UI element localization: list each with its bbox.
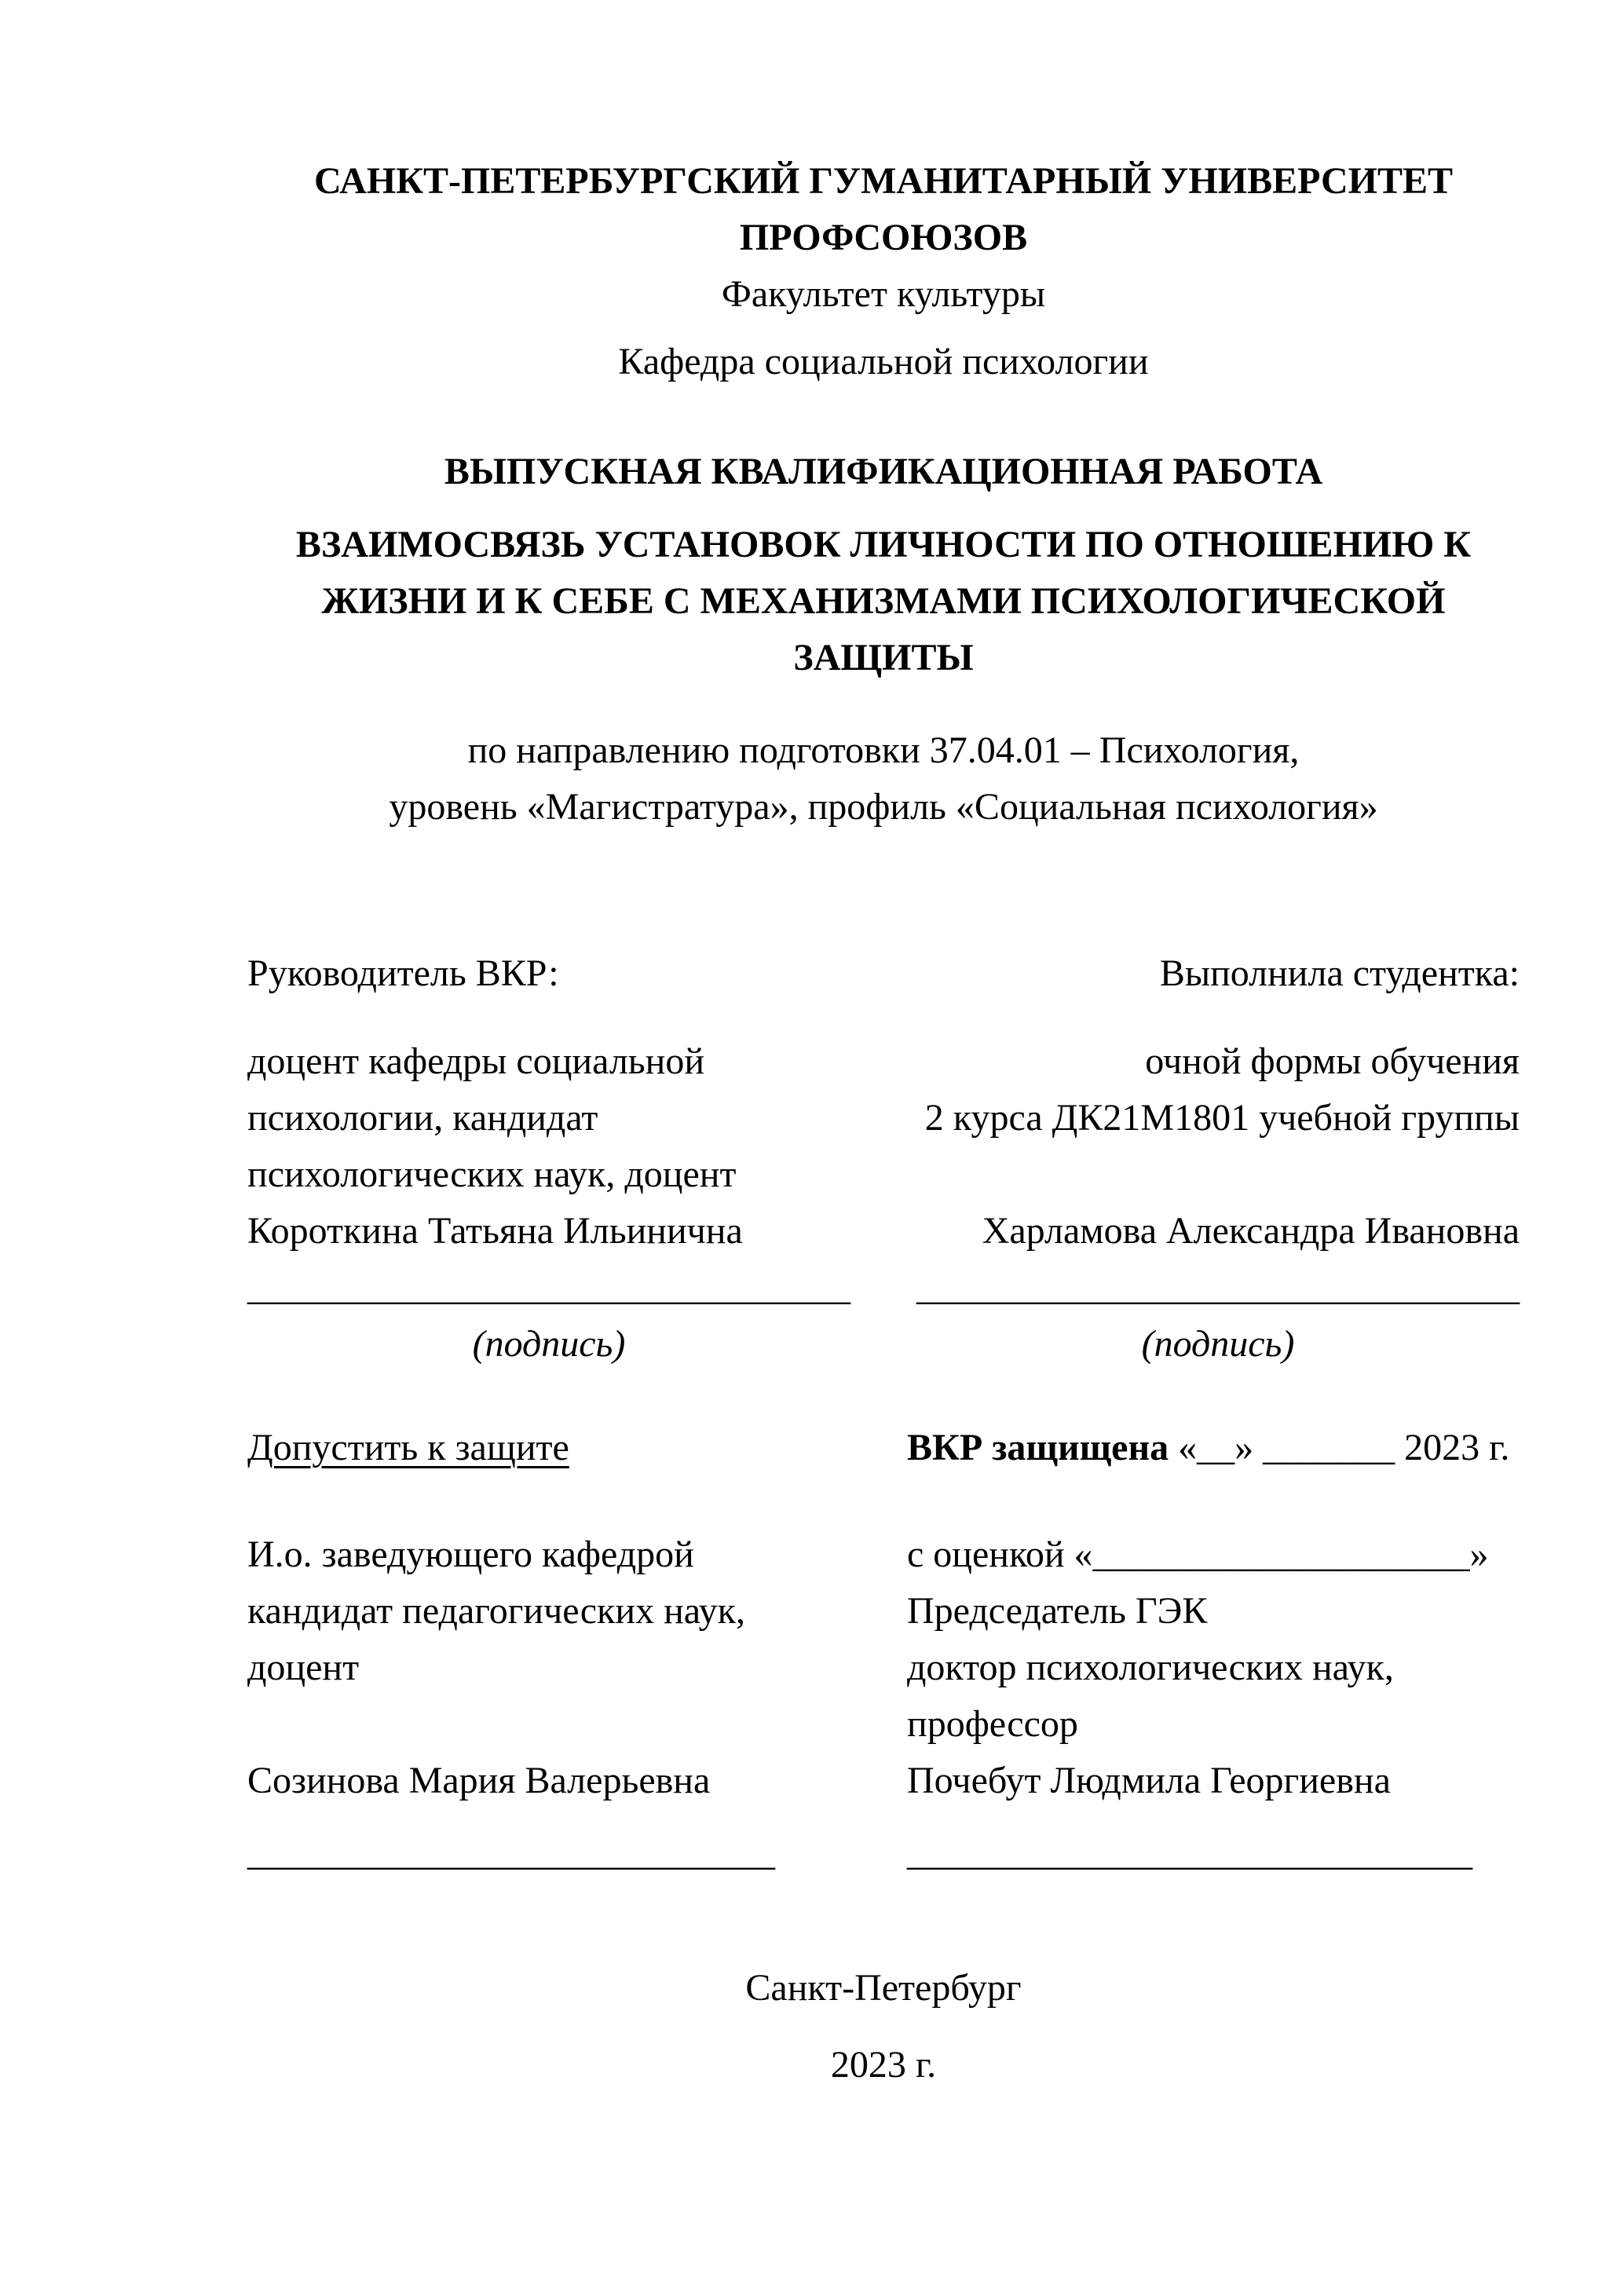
defense-status-line: [907, 1420, 1520, 1476]
admission-official-line: И.о. заведующего кафедрой: [247, 1534, 694, 1575]
signature-row: [247, 1260, 1520, 1373]
student-signature-caption: (подпись): [1141, 1323, 1295, 1365]
parties-section: [247, 945, 1520, 1260]
gek-chair-name: Почебут Людмила Георгиевна: [907, 1760, 1391, 1801]
supervisor-signature-line: ________________________________: [247, 1267, 850, 1308]
supervisor-position-line: психологии, кандидат: [247, 1097, 598, 1139]
admission-official-line: доцент: [247, 1647, 360, 1688]
program-info: [247, 722, 1520, 835]
student-block: [907, 945, 1520, 1260]
program-line-2: уровень «Магистратура», профиль «Социальная психология»: [389, 786, 1378, 828]
defense-date-blank: «__» _______ 2023 г.: [1178, 1427, 1510, 1468]
thesis-title: [247, 517, 1520, 686]
student-info-line: очной формы обучения: [1145, 1040, 1520, 1082]
supervisor-signature-caption: (подпись): [472, 1323, 626, 1365]
supervisor-position-line: психологических наук, доцент: [247, 1153, 737, 1195]
admission-official-block: [247, 1526, 852, 1809]
footer-city: Санкт-Петербург: [745, 1967, 1022, 2009]
defense-signature-line: ______________________________: [907, 1832, 1472, 1874]
gek-chair-line: доктор психологических наук,: [907, 1647, 1394, 1688]
approval-row: [247, 1420, 1520, 1476]
student-signature-line: ________________________________: [916, 1267, 1520, 1308]
footer-year: 2023 г.: [830, 2044, 937, 2086]
footer: [247, 1960, 1520, 2016]
supervisor-block: [247, 945, 852, 1260]
bottom-signature-row: [247, 1825, 1520, 1881]
admission-signature-line: ____________________________: [247, 1832, 775, 1874]
program-line-1: по направлению подготовки 37.04.01 – Психология,: [467, 729, 1300, 771]
work-type-heading: ВЫПУСКНАЯ КВАЛИФИКАЦИОННАЯ РАБОТА: [444, 451, 1323, 492]
thesis-title-line-3: ЗАЩИТЫ: [793, 637, 974, 678]
faculty-line: Факультет культуры: [721, 273, 1046, 315]
defense-status: ВКР защищена: [907, 1427, 1169, 1468]
admission-official-name: Созинова Мария Валерьевна: [247, 1760, 711, 1801]
supervisor-label: Руководитель ВКР:: [247, 952, 559, 994]
gek-chair-block: [907, 1526, 1520, 1809]
university-header: [247, 153, 1520, 390]
officials-section: [247, 1526, 1520, 1809]
university-name-line-1: САНКТ-ПЕТЕРБУРГСКИЙ ГУМАНИТАРНЫЙ УНИВЕРСИТЕТ: [313, 160, 1454, 202]
gek-chair-line: профессор: [907, 1703, 1078, 1745]
student-name: Харламова Александра Ивановна: [982, 1210, 1520, 1252]
student-signature-block: [916, 1260, 1520, 1373]
university-name-line-2: ПРОФСОЮЗОВ: [739, 217, 1028, 258]
student-label: Выполнила студентка:: [1159, 952, 1520, 994]
gek-chair-line: Председатель ГЭК: [907, 1590, 1208, 1632]
thesis-title-line-2: ЖИЗНИ И К СЕБЕ С МЕХАНИЗМАМИ ПСИХОЛОГИЧЕСКОЙ: [321, 580, 1446, 622]
supervisor-name: Короткина Татьяна Ильинична: [247, 1210, 743, 1252]
department-line: Кафедра социальной психологии: [618, 341, 1149, 382]
thesis-title-line-1: ВЗАИМОСВЯЗЬ УСТАНОВОК ЛИЧНОСТИ ПО ОТНОШЕНИЮ К: [295, 524, 1472, 565]
supervisor-position-line: доцент кафедры социальной: [247, 1040, 705, 1082]
supervisor-signature-block: [247, 1260, 850, 1373]
defense-grade-line: с оценкой «____________________»: [907, 1534, 1489, 1575]
admission-heading: Допустить к защите: [247, 1427, 569, 1468]
admission-official-line: кандидат педагогических наук,: [247, 1590, 745, 1632]
student-info-line: 2 курса ДК21М1801 учебной группы: [924, 1097, 1520, 1139]
